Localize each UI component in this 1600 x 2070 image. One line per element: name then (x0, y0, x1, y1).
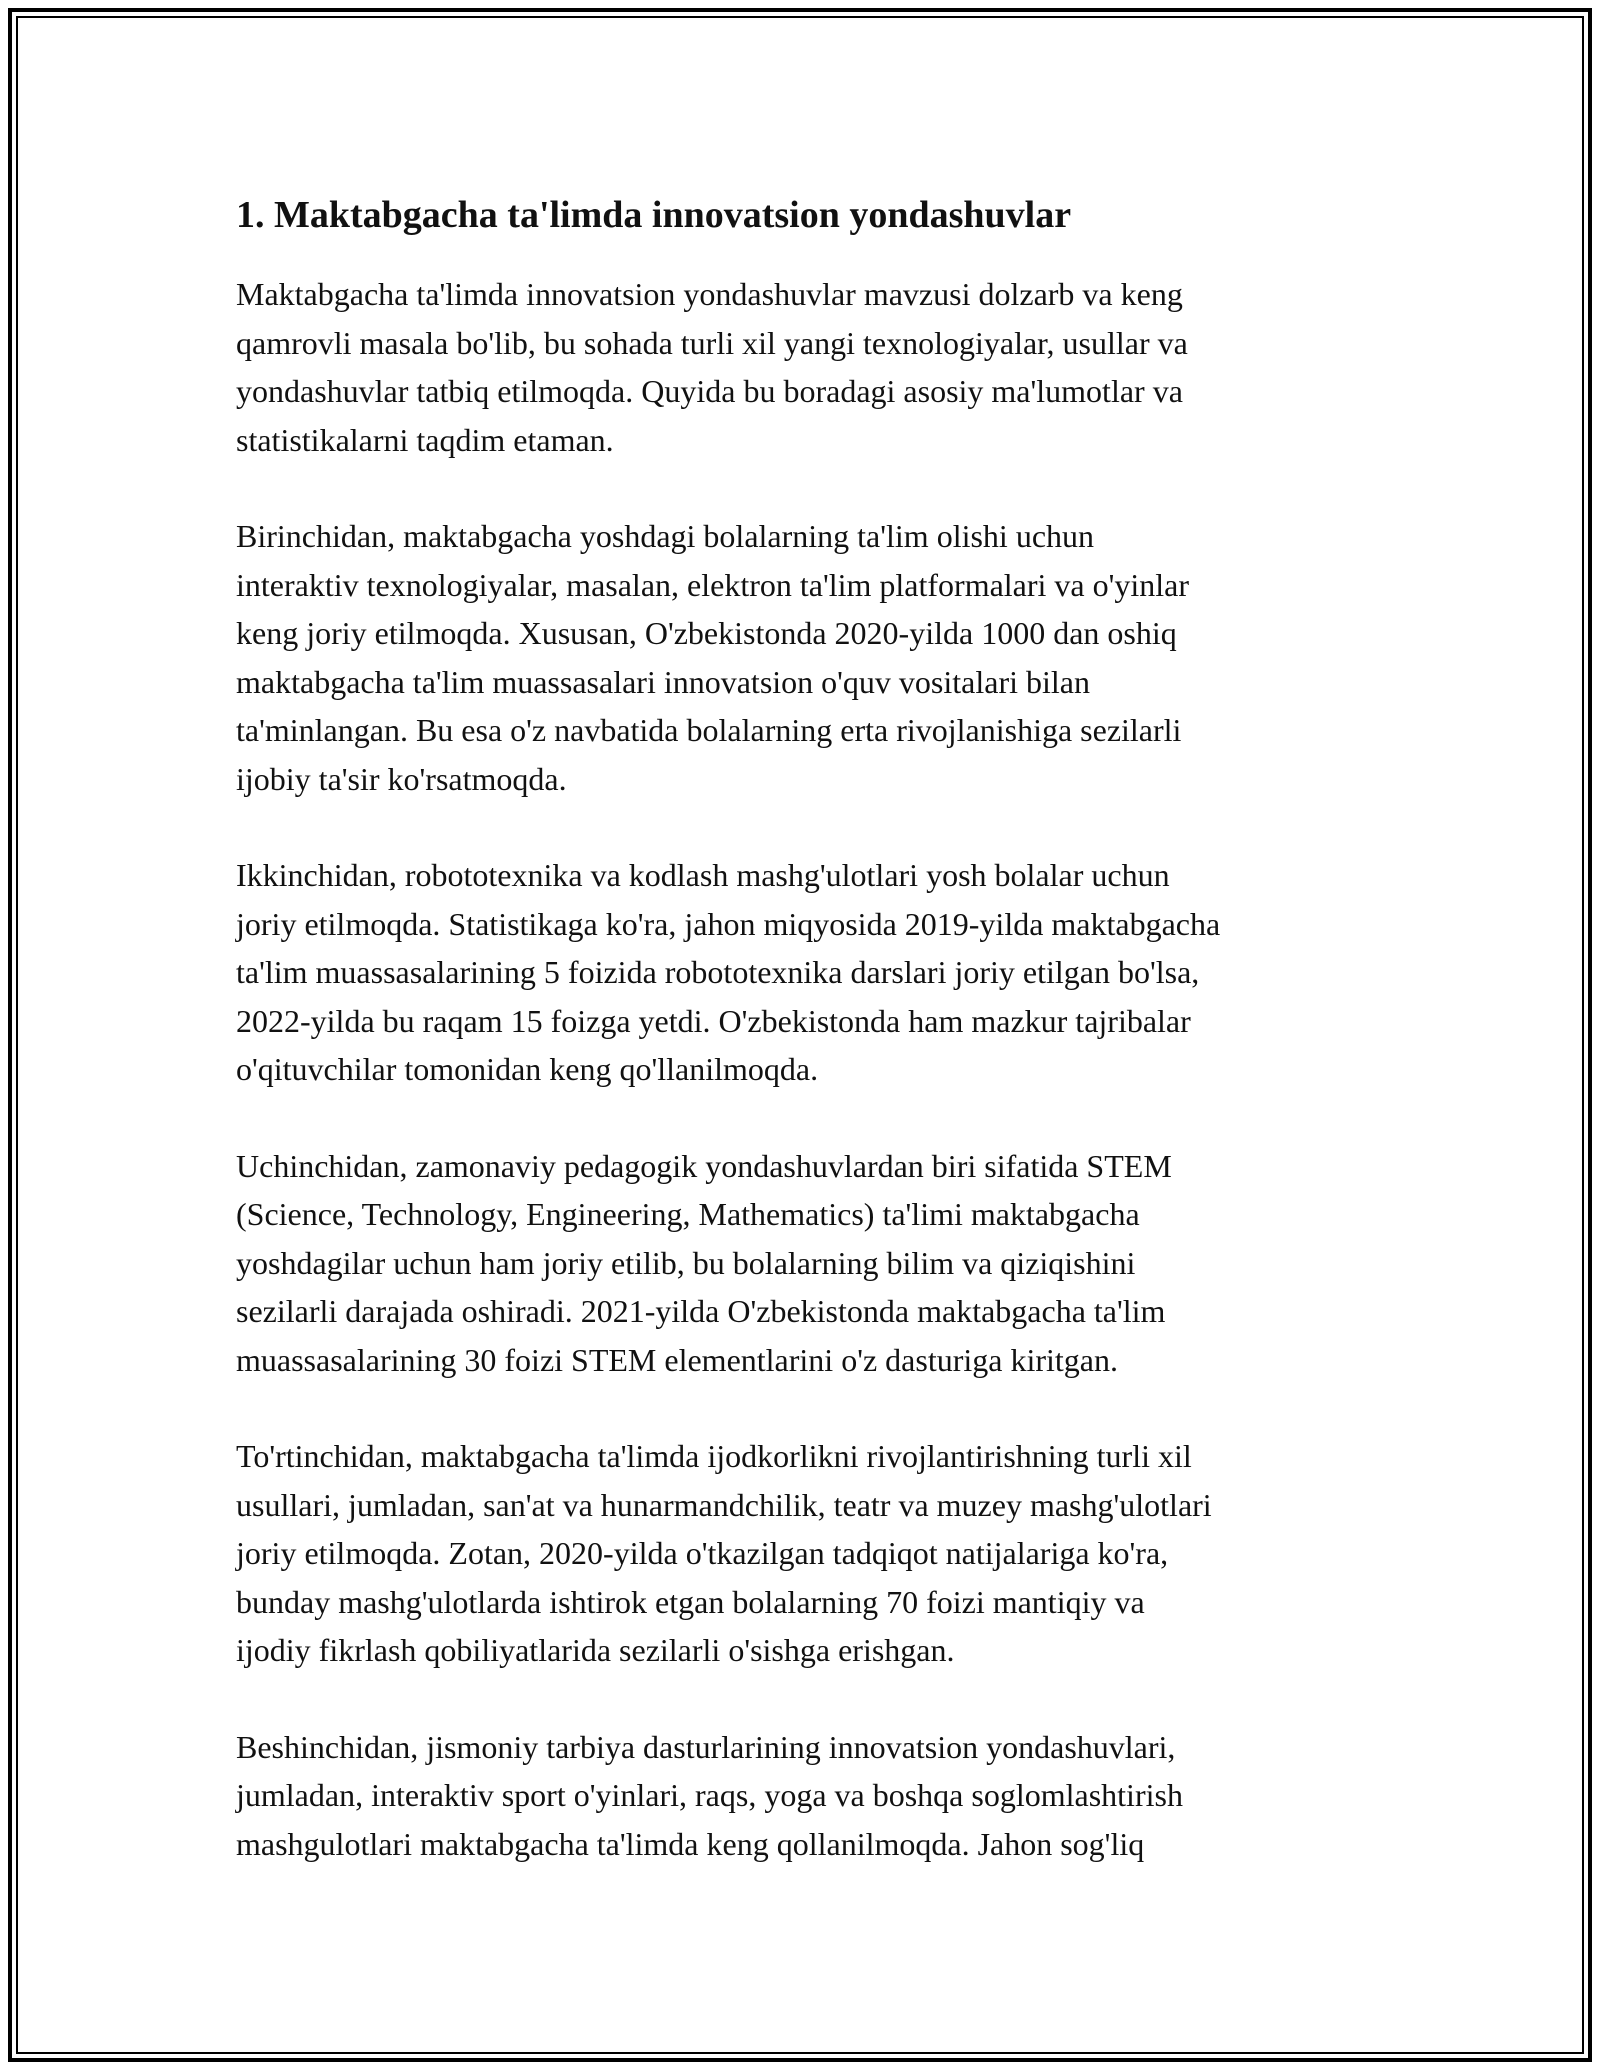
document-body (236, 182, 1386, 1916)
paragraph-fourth: To'rtinchidan, maktabgacha ta'limda ijodkorlikni rivojlantirishning turli xil usullari, jumladan, san'at va hunarmandchilik, teatr va muzey mashg'ulotlari joriy etilmoqda. Zotan, 2020-yilda o'tkazilgan tadqiqot natijalariga ko'ra, bunday mashg'ulotlarda ishtirok etgan bolalarning 70 foizi mantiqiy va ijodiy fikrlash qobiliyatlarida sezilarli o'sishga erishgan. (236, 1438, 1212, 1668)
paragraph-intro: Maktabgacha ta'limda innovatsion yondashuvlar mavzusi dolzarb va keng qamrovli masala bo'lib, bu sohada turli xil yangi texnologiyalar, usullar va yondashuvlar tatbiq etilmoqda. Quyida bu boradagi asosiy ma'lumotlar va statistikalarni taqdim etaman. (236, 276, 1188, 458)
section-heading: 1. Maktabgacha ta'limda innovatsion yondashuvlar (236, 194, 1072, 236)
paragraph-third: Uchinchidan, zamonaviy pedagogik yondashuvlardan biri sifatida STEM (Science, Technology, Engineering, Mathematics) ta'limi maktabgacha yoshdagilar uchun ham joriy etilib, bu bolalarning bilim va qiziqishini sezilarli darajada oshiradi. 2021-yilda O'zbekistonda maktabgacha ta'lim muassasalarining 30 foizi STEM elementlarini o'z dasturiga kiritgan. (236, 1147, 1172, 1378)
paragraph-first: Birinchidan, maktabgacha yoshdagi bolalarning ta'lim olishi uchun interaktiv texnologiyalar, masalan, elektron ta'lim platformalari va o'yinlar keng joriy etilmoqda. Xususan, O'zbekistonda 2020-yilda 1000 dan oshiq maktabgacha ta'lim muassasalari innovatsion o'quv vositalari bilan ta'minlangan. Bu esa o'z navbatida bolalarning erta rivojlanishiga sezilarli ijobiy ta'sir ko'rsatmoqda. (236, 518, 1190, 797)
paragraph-second: Ikkinchidan, robototexnika va kodlash mashg'ulotlari yosh bolalar uchun joriy etilmoqda. Statistikaga ko'ra, jahon miqyosida 2019-yilda maktabgacha ta'lim muassasalarining 5 foizida robototexnika darslari joriy etilgan bo'lsa, 2022-yilda bu raqam 15 foizga yetdi. O'zbekistonda ham mazkur tajribalar o'qituvchilar tomonidan keng qo'llanilmoqda. (236, 857, 1221, 1087)
paragraph-fifth: Beshinchidan, jismoniy tarbiya dasturlarining innovatsion yondashuvlari, jumladan, interaktiv sport o'yinlari, raqs, yoga va boshqa soglomlashtirish mashgulotlari maktabgacha ta'limda keng qollanilmoqda. Jahon sog'liq (236, 1728, 1183, 1862)
